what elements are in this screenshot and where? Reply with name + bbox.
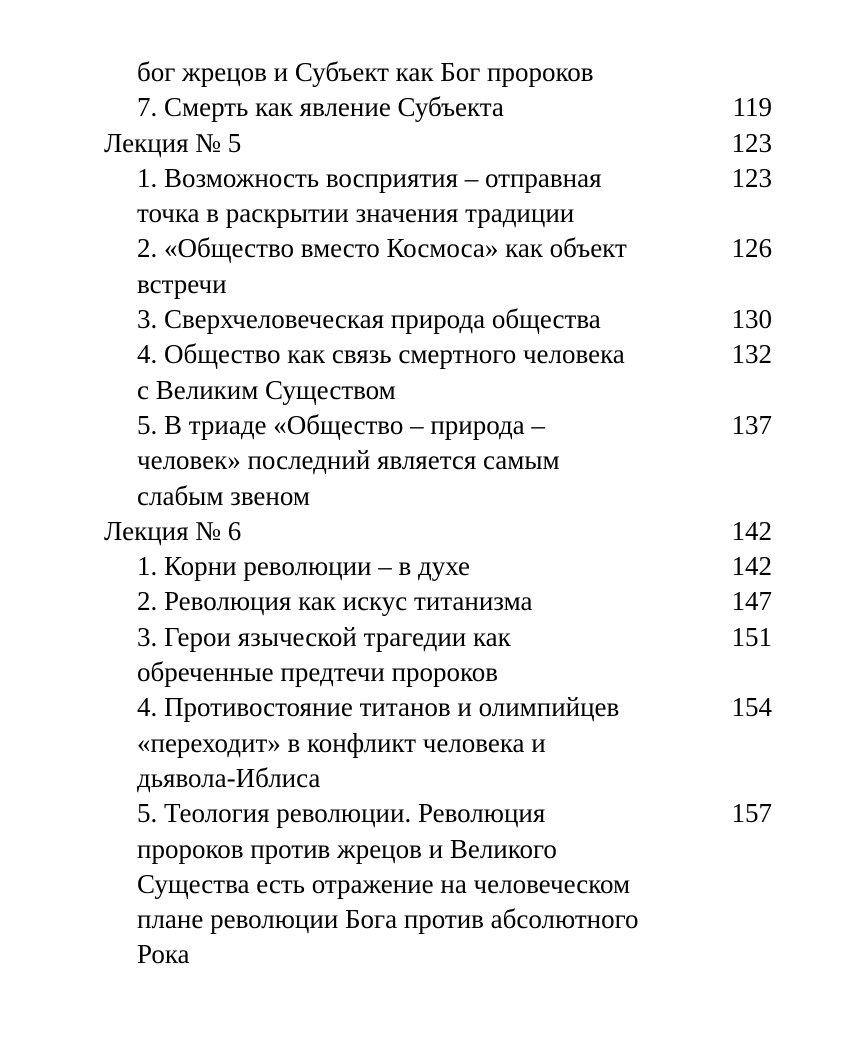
toc-entry <box>104 161 784 232</box>
toc-entry-line: точка в раскрытии значения традиции <box>137 198 575 229</box>
toc-page-number: 123 <box>731 162 772 193</box>
toc-entry-text <box>137 302 677 337</box>
toc-entry-line: человек» последний является самым <box>137 445 560 476</box>
toc-entry-line: Рока <box>137 939 190 970</box>
toc-entry-line: 7. Смерть как явление Субъекта <box>137 92 504 123</box>
toc-entry-text <box>137 690 677 796</box>
toc-page-number: 147 <box>731 586 772 617</box>
toc-page-number: 154 <box>731 692 772 723</box>
toc-entry-line: 4. Противостояние титанов и олимпийцев <box>137 692 620 723</box>
toc-entry-text <box>104 514 664 549</box>
toc-entry-text <box>137 408 677 514</box>
toc-page-number: 119 <box>732 92 772 123</box>
toc-entry-line: «переходит» в конфликт человека и <box>137 727 546 758</box>
toc-entry-line: 3. Сверхчеловеческая природа общества <box>137 304 601 335</box>
toc-entry-line: дьявола-Иблиса <box>137 762 321 793</box>
toc-entry-line: слабым звеном <box>137 480 310 511</box>
toc-entry-line: встречи <box>137 268 227 299</box>
toc-entry-line: 4. Общество как связь смертного человека <box>137 339 625 370</box>
toc-entry-text <box>137 549 677 584</box>
toc-entry-line: 2. Революция как искус титанизма <box>137 586 533 617</box>
toc-page-number: 157 <box>731 798 772 829</box>
toc-page-number: 137 <box>731 409 772 440</box>
toc-entry-text <box>137 337 677 408</box>
toc-entry-line: 5. Теология революции. Революция <box>137 798 546 829</box>
toc-lecture-heading <box>104 514 784 549</box>
toc-entry <box>104 337 784 408</box>
table-of-contents <box>104 55 784 973</box>
toc-entry <box>104 231 784 302</box>
toc-page-number: 142 <box>731 551 772 582</box>
toc-entry-line: Лекция № 5 <box>104 127 242 158</box>
toc-page-number: 126 <box>731 233 772 264</box>
toc-entry-line: 2. «Общество вместо Космоса» как объект <box>137 233 627 264</box>
toc-entry-line: плане революции Бога против абсолютного <box>137 904 639 935</box>
toc-entry-line: Лекция № 6 <box>104 515 242 546</box>
toc-entry-line: 1. Возможность восприятия – отправная <box>137 162 602 193</box>
toc-entry-line: с Великим Существом <box>137 374 396 405</box>
toc-page-number: 151 <box>731 621 772 652</box>
toc-entry-line: бог жрецов и Субъект как Бог пророков <box>137 57 594 87</box>
toc-entry <box>104 620 784 691</box>
toc-entry-text <box>137 796 677 972</box>
toc-lecture-heading <box>104 126 784 161</box>
toc-entry <box>104 549 784 584</box>
toc-entry-text <box>137 161 677 232</box>
toc-entry-line: Существа есть отражение на человеческом <box>137 868 631 899</box>
toc-entry <box>104 690 784 796</box>
toc-page-number: 123 <box>731 127 772 158</box>
toc-entry-line: 1. Корни революции – в духе <box>137 551 471 582</box>
toc-entry <box>104 408 784 514</box>
toc-page-number: 142 <box>731 515 772 546</box>
toc-entry-text <box>137 55 677 90</box>
toc-entry-text <box>137 620 677 691</box>
toc-entry <box>104 90 784 125</box>
toc-entry <box>104 302 784 337</box>
toc-entry-text <box>104 126 664 161</box>
toc-entry <box>104 55 784 90</box>
toc-entry-line: 5. В триаде «Общество – природа – <box>137 409 545 440</box>
toc-entry-line: пророков против жрецов и Великого <box>137 833 557 864</box>
toc-entry-line: 3. Герои языческой трагедии как <box>137 621 511 652</box>
toc-entry <box>104 584 784 619</box>
toc-page-number: 130 <box>731 304 772 335</box>
toc-entry-text <box>137 90 677 125</box>
toc-entry-text <box>137 584 677 619</box>
toc-entry <box>104 796 784 972</box>
toc-page-number: 132 <box>731 339 772 370</box>
toc-entry-line: обреченные предтечи пророков <box>137 657 499 688</box>
toc-entry-text <box>137 231 677 302</box>
